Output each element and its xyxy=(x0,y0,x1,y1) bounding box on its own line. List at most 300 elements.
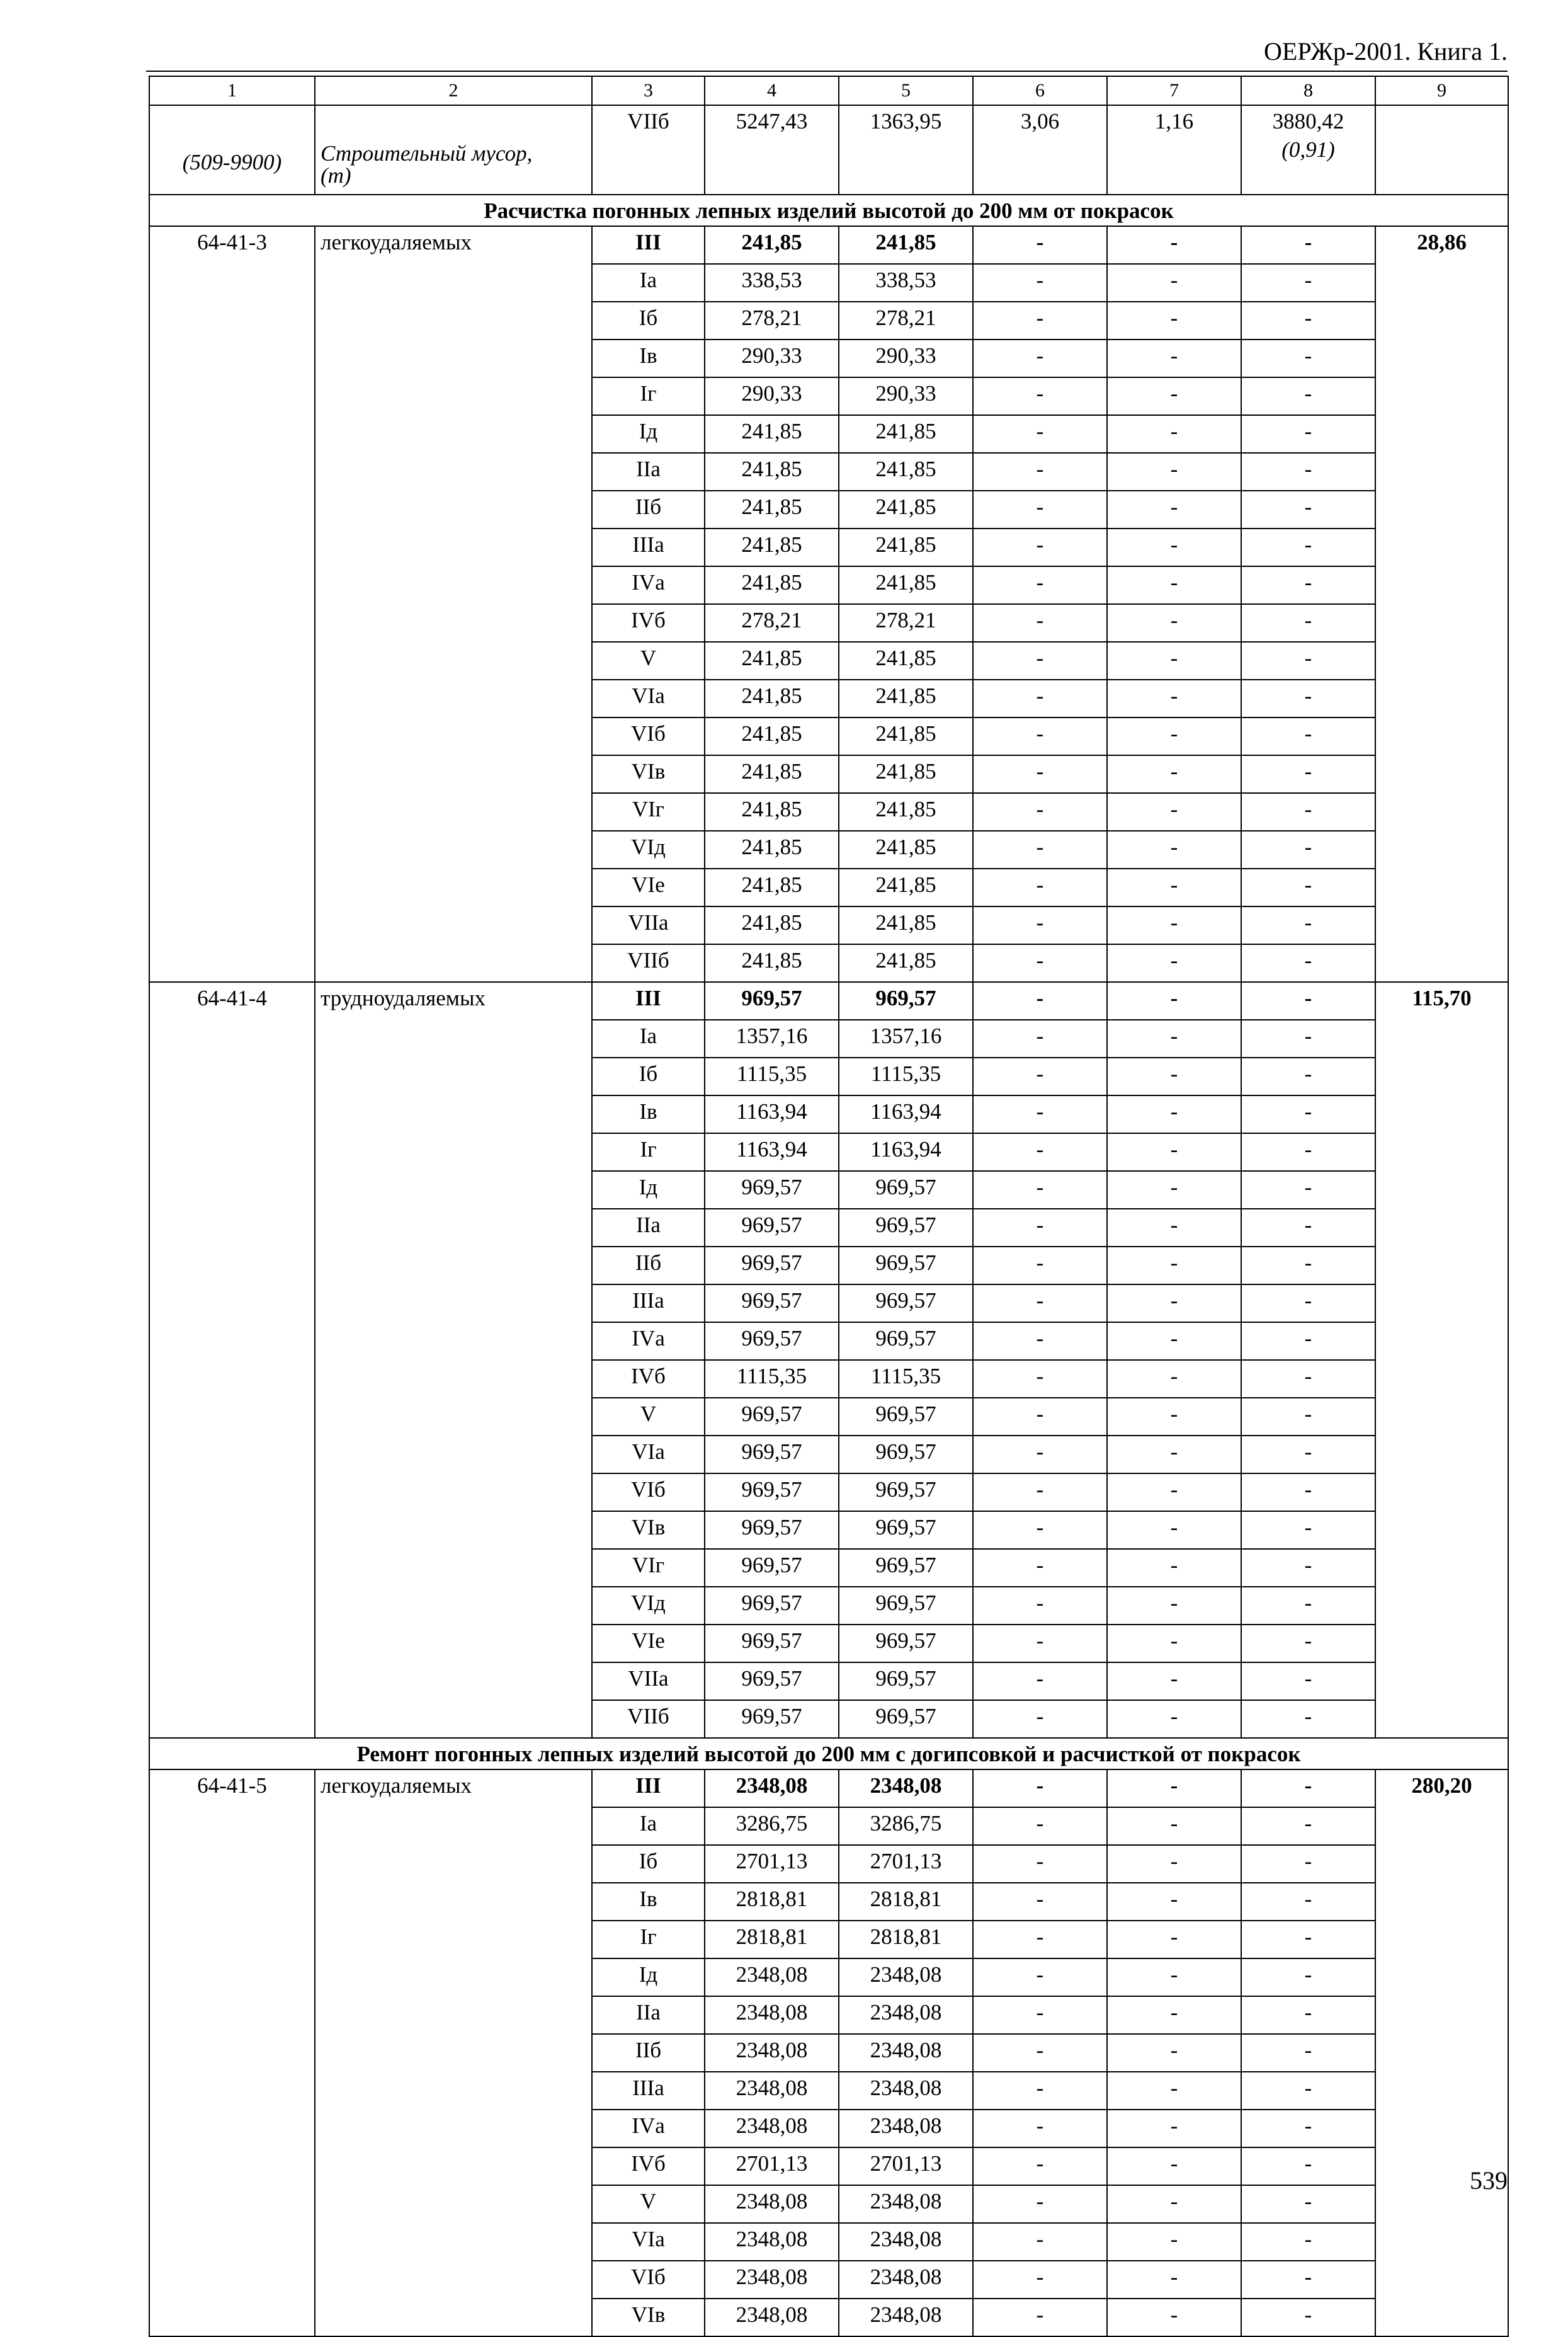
col4-cell: 969,57 xyxy=(705,1247,839,1284)
zone-cell: VIв xyxy=(592,1511,705,1549)
col7-cell: - xyxy=(1107,944,1241,982)
zone-cell: IIIа xyxy=(592,529,705,566)
zone-cell: Iб xyxy=(592,1845,705,1883)
col6-cell: - xyxy=(973,226,1107,264)
col6-cell: - xyxy=(973,944,1107,982)
col6-cell: - xyxy=(973,302,1107,340)
col7-cell: - xyxy=(1107,1625,1241,1662)
col4-cell: 3286,75 xyxy=(705,1807,839,1845)
col8-cell xyxy=(1241,105,1375,195)
col5-cell: 241,85 xyxy=(839,415,973,453)
col7-cell: - xyxy=(1107,415,1241,453)
col7-cell: - xyxy=(1107,2072,1241,2110)
col6-cell: - xyxy=(973,2223,1107,2261)
col6-cell: - xyxy=(973,1322,1107,1360)
col5-cell: 2348,08 xyxy=(839,1958,973,1996)
col9-cell: 115,70 xyxy=(1375,982,1508,1738)
col8-cell: - xyxy=(1241,529,1375,566)
col5-cell: 1363,95 xyxy=(839,105,973,195)
col5-cell: 969,57 xyxy=(839,1284,973,1322)
zone-cell: IIб xyxy=(592,491,705,529)
zone-cell: IIб xyxy=(592,1247,705,1284)
col7-cell: - xyxy=(1107,566,1241,604)
col8-cell: - xyxy=(1241,226,1375,264)
col4-cell: 969,57 xyxy=(705,1549,839,1587)
col8-subvalue: (0,91) xyxy=(1281,137,1335,162)
col5-cell: 969,57 xyxy=(839,982,973,1020)
rates-table-body xyxy=(149,76,1508,2336)
col6-cell: - xyxy=(973,1436,1107,1473)
col5-cell: 241,85 xyxy=(839,226,973,264)
col5-cell: 241,85 xyxy=(839,944,973,982)
table-row xyxy=(149,982,1508,1020)
col5-cell: 3286,75 xyxy=(839,1807,973,1845)
col7-cell: - xyxy=(1107,755,1241,793)
col4-cell: 969,57 xyxy=(705,1587,839,1625)
table-row xyxy=(149,1769,1508,1807)
col7-cell: - xyxy=(1107,1662,1241,1700)
zone-cell: Iа xyxy=(592,264,705,302)
col4-cell: 5247,43 xyxy=(705,105,839,195)
col5-cell: 2701,13 xyxy=(839,1845,973,1883)
col5-cell: 969,57 xyxy=(839,1511,973,1549)
zone-cell: Iв xyxy=(592,340,705,377)
col4-cell: 2348,08 xyxy=(705,1769,839,1807)
col4-cell: 1357,16 xyxy=(705,1020,839,1058)
item-name: легкоудаляемых xyxy=(315,1769,592,2336)
col4-cell: 241,85 xyxy=(705,831,839,869)
col8-cell: - xyxy=(1241,2072,1375,2110)
col6-cell: - xyxy=(973,1360,1107,1398)
col5-cell: 2348,08 xyxy=(839,2261,973,2299)
col4-cell: 241,85 xyxy=(705,529,839,566)
section-title-cell xyxy=(149,1738,1508,1769)
col5-cell: 1115,35 xyxy=(839,1360,973,1398)
table-row xyxy=(149,226,1508,264)
col4-cell: 241,85 xyxy=(705,453,839,491)
col4-cell: 241,85 xyxy=(705,906,839,944)
col4-cell: 2348,08 xyxy=(705,2185,839,2223)
col8-cell: - xyxy=(1241,2223,1375,2261)
zone-cell: VIIб xyxy=(592,105,705,195)
column-number: 5 xyxy=(839,76,973,105)
zone-cell: VIIа xyxy=(592,906,705,944)
col5-cell: 278,21 xyxy=(839,302,973,340)
zone-cell: Iд xyxy=(592,1958,705,1996)
col7-cell: - xyxy=(1107,1360,1241,1398)
col7-cell: - xyxy=(1107,2110,1241,2147)
item-name: легкоудаляемых xyxy=(315,226,592,982)
zone-cell: VIд xyxy=(592,831,705,869)
col4-cell: 2701,13 xyxy=(705,1845,839,1883)
col6-cell: - xyxy=(973,1549,1107,1587)
col8-cell: - xyxy=(1241,1171,1375,1209)
rates-table xyxy=(149,76,1509,2337)
col7-cell: - xyxy=(1107,302,1241,340)
col5-cell: 969,57 xyxy=(839,1209,973,1247)
col8-cell: - xyxy=(1241,1883,1375,1921)
col8-cell: - xyxy=(1241,680,1375,717)
col4-cell: 2348,08 xyxy=(705,2110,839,2147)
col8-cell: - xyxy=(1241,2299,1375,2336)
col8-cell: - xyxy=(1241,1209,1375,1247)
col8-cell: - xyxy=(1241,1845,1375,1883)
column-number: 1 xyxy=(149,76,315,105)
col8-cell: - xyxy=(1241,1020,1375,1058)
col7-cell: - xyxy=(1107,717,1241,755)
col5-cell: 1163,94 xyxy=(839,1133,973,1171)
zone-cell: VIа xyxy=(592,680,705,717)
zone-cell: IVа xyxy=(592,1322,705,1360)
col6-cell: - xyxy=(973,642,1107,680)
col5-cell: 241,85 xyxy=(839,566,973,604)
col6-cell: - xyxy=(973,680,1107,717)
col7-cell: - xyxy=(1107,453,1241,491)
col8-cell: - xyxy=(1241,2261,1375,2299)
col8-cell: - xyxy=(1241,642,1375,680)
col4-cell: 290,33 xyxy=(705,340,839,377)
col6-cell: - xyxy=(973,793,1107,831)
col6-cell: - xyxy=(973,529,1107,566)
waste-code-text: (509-9900) xyxy=(182,149,282,174)
zone-cell: V xyxy=(592,1398,705,1436)
zone-cell: IIIа xyxy=(592,1284,705,1322)
col8-cell: - xyxy=(1241,1625,1375,1662)
zone-cell: IVа xyxy=(592,2110,705,2147)
col7-cell: - xyxy=(1107,529,1241,566)
col5-cell: 241,85 xyxy=(839,529,973,566)
zone-cell: VIIб xyxy=(592,1700,705,1738)
col8-cell: - xyxy=(1241,377,1375,415)
col6-cell: - xyxy=(973,1587,1107,1625)
col7-cell: - xyxy=(1107,1921,1241,1958)
col7-cell: - xyxy=(1107,1020,1241,1058)
col4-cell: 969,57 xyxy=(705,1209,839,1247)
col5-cell: 2348,08 xyxy=(839,1769,973,1807)
col6-cell: - xyxy=(973,1921,1107,1958)
col5-cell: 241,85 xyxy=(839,642,973,680)
col6-cell: - xyxy=(973,377,1107,415)
col7-cell: - xyxy=(1107,264,1241,302)
col5-cell: 241,85 xyxy=(839,680,973,717)
col7-cell: - xyxy=(1107,1769,1241,1807)
zone-cell: III xyxy=(592,982,705,1020)
zone-cell: VIд xyxy=(592,1587,705,1625)
col7-cell: - xyxy=(1107,2185,1241,2223)
zone-cell: IIа xyxy=(592,1996,705,2034)
col7-cell: - xyxy=(1107,1511,1241,1549)
col8-cell: - xyxy=(1241,1247,1375,1284)
zone-cell: III xyxy=(592,226,705,264)
col8-value: 3880,42 xyxy=(1272,109,1344,134)
column-number-row xyxy=(149,76,1508,105)
col4-cell: 2348,08 xyxy=(705,2223,839,2261)
col8-cell: - xyxy=(1241,1133,1375,1171)
zone-cell: VIIб xyxy=(592,944,705,982)
col4-cell: 969,57 xyxy=(705,1284,839,1322)
zone-cell: IIб xyxy=(592,2034,705,2072)
col5-cell: 969,57 xyxy=(839,1473,973,1511)
col6-cell: - xyxy=(973,566,1107,604)
col5-cell: 1115,35 xyxy=(839,1058,973,1095)
col4-cell: 338,53 xyxy=(705,264,839,302)
col8-cell: - xyxy=(1241,944,1375,982)
col4-cell: 241,85 xyxy=(705,680,839,717)
col5-cell: 969,57 xyxy=(839,1625,973,1662)
col7-cell: - xyxy=(1107,1133,1241,1171)
col8-cell: - xyxy=(1241,1807,1375,1845)
col7-cell: - xyxy=(1107,2261,1241,2299)
col4-cell: 2701,13 xyxy=(705,2147,839,2185)
col6-cell: - xyxy=(973,906,1107,944)
col7-cell: - xyxy=(1107,604,1241,642)
col8-cell: - xyxy=(1241,831,1375,869)
column-number: 6 xyxy=(973,76,1107,105)
col6-cell: - xyxy=(973,1171,1107,1209)
col6-cell: - xyxy=(973,340,1107,377)
col6-cell: - xyxy=(973,831,1107,869)
col5-cell: 290,33 xyxy=(839,340,973,377)
col6-cell: - xyxy=(973,1958,1107,1996)
col5-cell: 2348,08 xyxy=(839,2185,973,2223)
zone-cell: Iв xyxy=(592,1095,705,1133)
col7-cell: - xyxy=(1107,1807,1241,1845)
col8-cell: - xyxy=(1241,1284,1375,1322)
col8-cell: - xyxy=(1241,1996,1375,2034)
col7-cell: - xyxy=(1107,1284,1241,1322)
col6-cell: - xyxy=(973,1769,1107,1807)
col4-cell: 241,85 xyxy=(705,793,839,831)
section-title: Расчистка погонных лепных изделий высотой до 200 мм от покрасок xyxy=(484,198,1174,223)
col7-cell: - xyxy=(1107,1171,1241,1209)
col8-cell: - xyxy=(1241,1058,1375,1095)
col4-cell: 2818,81 xyxy=(705,1883,839,1921)
col8-cell: - xyxy=(1241,566,1375,604)
col7-cell: - xyxy=(1107,340,1241,377)
col5-cell: 241,85 xyxy=(839,831,973,869)
zone-cell: VIг xyxy=(592,793,705,831)
zone-cell: IVб xyxy=(592,604,705,642)
col8-cell: - xyxy=(1241,264,1375,302)
zone-cell: VIб xyxy=(592,2261,705,2299)
col8-cell: - xyxy=(1241,1700,1375,1738)
zone-cell: VIе xyxy=(592,1625,705,1662)
col4-cell: 2348,08 xyxy=(705,2299,839,2336)
col7-cell: - xyxy=(1107,680,1241,717)
zone-cell: VIIа xyxy=(592,1662,705,1700)
col8-cell: - xyxy=(1241,1322,1375,1360)
col4-cell: 2348,08 xyxy=(705,2034,839,2072)
col7-cell: - xyxy=(1107,831,1241,869)
zone-cell: VIг xyxy=(592,1549,705,1587)
page-header: ОЕРЖр-2001. Книга 1. xyxy=(1264,37,1508,66)
zone-cell: Iг xyxy=(592,1921,705,1958)
col4-cell: 241,85 xyxy=(705,566,839,604)
col5-cell: 969,57 xyxy=(839,1587,973,1625)
col6-cell: - xyxy=(973,1209,1107,1247)
col8-cell: - xyxy=(1241,2034,1375,2072)
col6-cell: - xyxy=(973,453,1107,491)
column-number: 4 xyxy=(705,76,839,105)
col5-cell: 2348,08 xyxy=(839,2223,973,2261)
col8-cell: - xyxy=(1241,906,1375,944)
col4-cell: 290,33 xyxy=(705,377,839,415)
col5-cell: 241,85 xyxy=(839,491,973,529)
col6-cell: - xyxy=(973,264,1107,302)
col7-cell: - xyxy=(1107,491,1241,529)
col5-cell: 2701,13 xyxy=(839,2147,973,2185)
col7-cell: - xyxy=(1107,1549,1241,1587)
col8-cell: - xyxy=(1241,1769,1375,1807)
col6-cell: - xyxy=(973,2185,1107,2223)
col4-cell: 2348,08 xyxy=(705,2261,839,2299)
col5-cell: 2818,81 xyxy=(839,1883,973,1921)
section-title-row xyxy=(149,195,1508,226)
col5-cell: 290,33 xyxy=(839,377,973,415)
item-name: трудноудаляемых xyxy=(315,982,592,1738)
section-title-cell xyxy=(149,195,1508,226)
col6-cell: - xyxy=(973,1247,1107,1284)
col4-cell: 1115,35 xyxy=(705,1360,839,1398)
col4-cell: 241,85 xyxy=(705,491,839,529)
col5-cell: 278,21 xyxy=(839,604,973,642)
col6-cell: - xyxy=(973,1700,1107,1738)
col6-cell: - xyxy=(973,982,1107,1020)
col5-cell: 2818,81 xyxy=(839,1921,973,1958)
col6-cell: - xyxy=(973,1095,1107,1133)
col8-cell: - xyxy=(1241,1360,1375,1398)
col8-cell: - xyxy=(1241,1958,1375,1996)
col8-cell: - xyxy=(1241,2185,1375,2223)
col6-cell: - xyxy=(973,2147,1107,2185)
col6-cell: - xyxy=(973,1625,1107,1662)
section-title-row xyxy=(149,1738,1508,1769)
col8-cell: - xyxy=(1241,755,1375,793)
col5-cell: 1357,16 xyxy=(839,1020,973,1058)
col5-cell: 241,85 xyxy=(839,453,973,491)
col6-cell: - xyxy=(973,717,1107,755)
zone-cell: Iг xyxy=(592,377,705,415)
column-number: 8 xyxy=(1241,76,1375,105)
col4-cell: 241,85 xyxy=(705,717,839,755)
col8-cell: - xyxy=(1241,491,1375,529)
col6-cell: - xyxy=(973,1284,1107,1322)
item-code: 64-41-4 xyxy=(149,982,315,1738)
col7-cell: - xyxy=(1107,1587,1241,1625)
col6-cell: - xyxy=(973,1133,1107,1171)
col6-cell: - xyxy=(973,2299,1107,2336)
col5-cell: 969,57 xyxy=(839,1662,973,1700)
col6-cell: - xyxy=(973,755,1107,793)
col7-cell: - xyxy=(1107,869,1241,906)
col5-cell: 2348,08 xyxy=(839,2110,973,2147)
col7-cell: - xyxy=(1107,1209,1241,1247)
col6-cell: - xyxy=(973,2110,1107,2147)
zone-cell: VIе xyxy=(592,869,705,906)
column-number: 3 xyxy=(592,76,705,105)
column-number: 7 xyxy=(1107,76,1241,105)
col8-cell: - xyxy=(1241,1549,1375,1587)
col8-cell: - xyxy=(1241,1587,1375,1625)
col6-cell: - xyxy=(973,2072,1107,2110)
col4-cell: 969,57 xyxy=(705,1662,839,1700)
zone-cell: III xyxy=(592,1769,705,1807)
waste-code xyxy=(149,105,315,195)
zone-cell: IIа xyxy=(592,453,705,491)
carry-row xyxy=(149,105,1508,195)
col5-cell: 2348,08 xyxy=(839,2072,973,2110)
zone-cell: VIа xyxy=(592,1436,705,1473)
zone-cell: VIб xyxy=(592,717,705,755)
col4-cell: 278,21 xyxy=(705,302,839,340)
col4-cell: 2348,08 xyxy=(705,2072,839,2110)
col6-cell: - xyxy=(973,2034,1107,2072)
col8-cell: - xyxy=(1241,793,1375,831)
zone-cell: IVа xyxy=(592,566,705,604)
col4-cell: 969,57 xyxy=(705,1322,839,1360)
col9-cell: 28,86 xyxy=(1375,226,1508,982)
col6-cell: 3,06 xyxy=(973,105,1107,195)
col8-cell: - xyxy=(1241,2147,1375,2185)
col7-cell: - xyxy=(1107,2299,1241,2336)
col4-cell: 969,57 xyxy=(705,1625,839,1662)
col6-cell: - xyxy=(973,1058,1107,1095)
col7-cell: - xyxy=(1107,642,1241,680)
col5-cell: 969,57 xyxy=(839,1322,973,1360)
zone-cell: VIв xyxy=(592,755,705,793)
col7-cell: - xyxy=(1107,2223,1241,2261)
zone-cell: Iд xyxy=(592,415,705,453)
col7-cell: - xyxy=(1107,226,1241,264)
col6-cell: - xyxy=(973,1845,1107,1883)
zone-cell: V xyxy=(592,2185,705,2223)
zone-cell: IVб xyxy=(592,2147,705,2185)
column-number: 9 xyxy=(1375,76,1508,105)
col4-cell: 241,85 xyxy=(705,226,839,264)
waste-name-line2: (т) xyxy=(321,163,351,188)
col7-cell: - xyxy=(1107,906,1241,944)
col5-cell: 2348,08 xyxy=(839,2299,973,2336)
col4-cell: 969,57 xyxy=(705,1511,839,1549)
col4-cell: 969,57 xyxy=(705,1700,839,1738)
col7-cell: - xyxy=(1107,793,1241,831)
zone-cell: IIа xyxy=(592,1209,705,1247)
col7-cell: - xyxy=(1107,1845,1241,1883)
column-number: 2 xyxy=(315,76,592,105)
waste-name xyxy=(315,105,592,195)
col4-cell: 241,85 xyxy=(705,642,839,680)
col7-cell: - xyxy=(1107,1958,1241,1996)
col9-cell xyxy=(1375,105,1508,195)
col4-cell: 969,57 xyxy=(705,1436,839,1473)
col8-cell: - xyxy=(1241,2110,1375,2147)
col7-cell: 1,16 xyxy=(1107,105,1241,195)
col4-cell: 2348,08 xyxy=(705,1958,839,1996)
col6-cell: - xyxy=(973,491,1107,529)
col6-cell: - xyxy=(973,1807,1107,1845)
col4-cell: 241,85 xyxy=(705,944,839,982)
col7-cell: - xyxy=(1107,1473,1241,1511)
col6-cell: - xyxy=(973,415,1107,453)
item-code: 64-41-5 xyxy=(149,1769,315,2336)
col7-cell: - xyxy=(1107,1398,1241,1436)
col8-cell: - xyxy=(1241,1436,1375,1473)
waste-name-line1: Строительный мусор, xyxy=(321,141,533,166)
col5-cell: 2348,08 xyxy=(839,2034,973,2072)
col5-cell: 969,57 xyxy=(839,1171,973,1209)
col4-cell: 241,85 xyxy=(705,755,839,793)
col8-cell: - xyxy=(1241,717,1375,755)
